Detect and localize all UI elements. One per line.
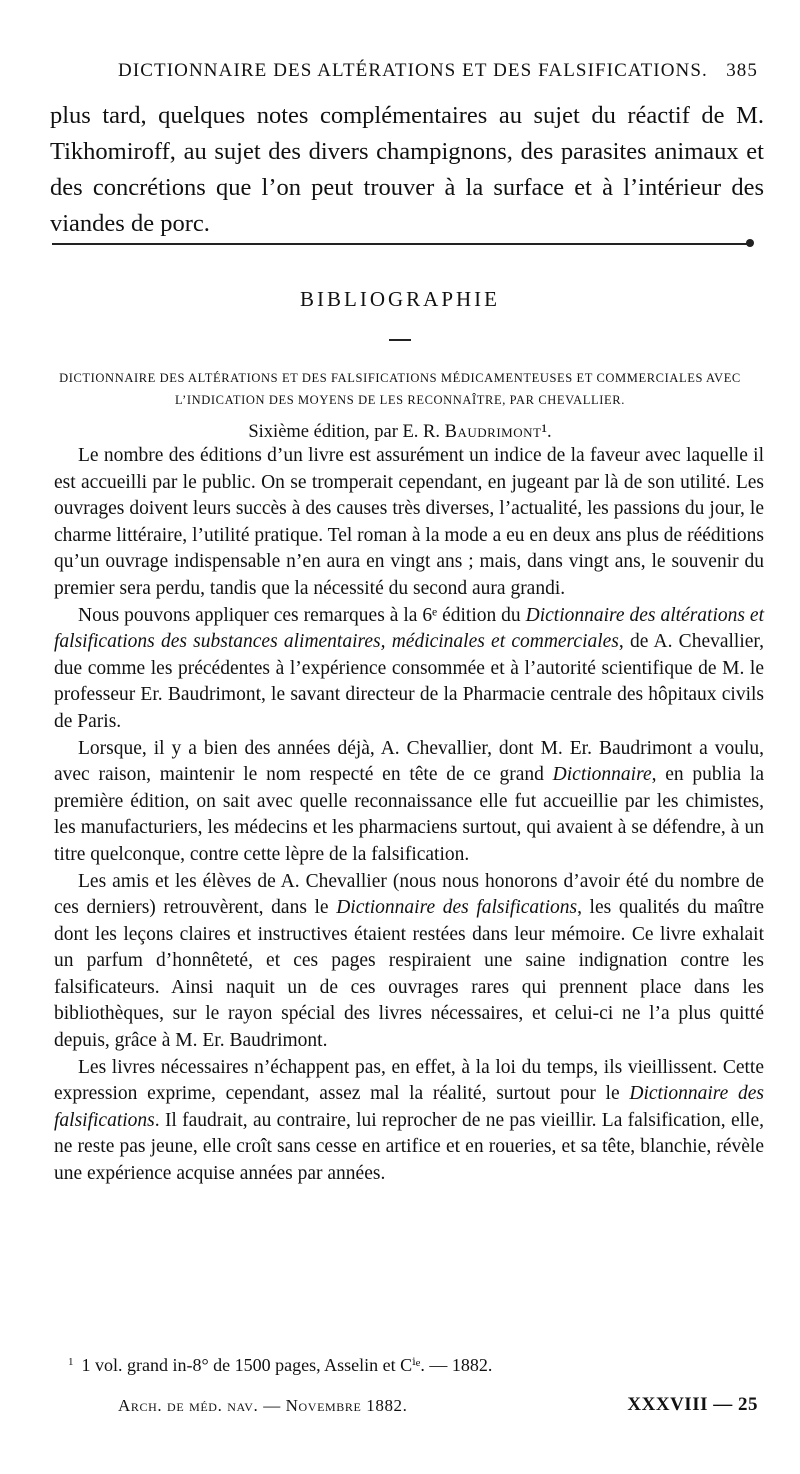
section-title: BIBLIOGRAPHIE bbox=[300, 287, 500, 311]
edition-prefix: Sixième édition, par E. R. bbox=[248, 422, 441, 442]
running-head bbox=[118, 60, 758, 82]
paragraph-2-part-b: , de A. Chevallier, due comme les précédentes à l’expérience consommée et à l’autorité scientifique de M. le professeur Er. Baudrimont, le savant directeur de la Pharmacie centrale des hôpitaux civils de Paris. bbox=[54, 631, 764, 732]
paragraph-5-book-title: Dictionnaire des falsifications bbox=[54, 1083, 765, 1131]
paragraph-2-book-title: Dictionnaire des altérations et falsifications des substances alimentaires, médicinales et commerciales bbox=[54, 604, 764, 653]
intro-paragraph: plus tard, quelques notes complémentaires au sujet du réactif de M. Tikhomiroff, au sujet des divers champignons, des parasites animaux et des concrétions que l’on peut trouver à la surface et à l’intérieur des viandes de porc. bbox=[50, 102, 764, 237]
title-dash bbox=[389, 339, 411, 341]
page-number: 385 bbox=[726, 60, 758, 81]
paragraph-1: Le nombre des éditions d’un livre est assurément un indice de la faveur avec laquelle il est accueilli par le public. On se tromperait cependant, en jugeant par là de son utilité. Les ouvrages doivent leurs succès à des causes très diverses, l’actualité, les passions du jour, le charme littéraire, l’utilité pratique. Tel roman à la mode a eu en deux ans plus de rééditions qu’un ouvrage indispensable n’en aura en vingt ans ; mais, dans vingt ans, le souvenir du premier sera perdu, tandis que la nécessité du second aura grandi. bbox=[54, 445, 764, 599]
paragraph-2 bbox=[54, 603, 764, 736]
paragraph-4-book-title: Dictionnaire des falsifications bbox=[336, 897, 578, 919]
running-title: DICTIONNAIRE DES ALTÉRATIONS ET DES FALSIFICATIONS. bbox=[118, 60, 708, 81]
paragraph-3 bbox=[54, 736, 764, 869]
signature-mark: XXXVIII — 25 bbox=[627, 1394, 758, 1415]
divider-end-dot bbox=[746, 239, 754, 247]
edition-author: Baudrimont bbox=[444, 422, 542, 442]
paragraph-5 bbox=[54, 1055, 764, 1188]
edition-note-marker: ¹. bbox=[541, 422, 552, 442]
paragraph-4-part-b: , les qualités du maître dont les leçons claires et instructives étaient restées dans leur mémoire. Ce livre exhalait un parfum d’honnêteté, et ces pages respiraient une saine indignation contre les falsificateurs. Ainsi naquit un de ces ouvrages rares qui prennent place dans les bibliothèques, sur le rayon spécial des livres nécessaires, et celui-ci ne l’a plus quitté depuis, grâce à M. Er. Baudrimont. bbox=[54, 897, 764, 1052]
book-title: DICTIONNAIRE DES ALTÉRATIONS ET DES FALSIFICATIONS MÉDICAMENTEUSES ET COMMERCIALES AVEC L’INDICATION DES MOYENS DE LES RECONNAÎTRE, PAR CHEVALLIER. bbox=[59, 371, 741, 407]
paragraph-3-book-title: Dictionnaire bbox=[552, 764, 652, 786]
page-footer bbox=[118, 1396, 758, 1416]
paragraph-3-part-a: Lorsque, il y a bien des années déjà, A. Chevallier, dont M. Er. Baudrimont a voulu, avec raison, maintenir le nom respecté en tête de ce grand bbox=[54, 737, 764, 786]
section-divider bbox=[52, 243, 752, 245]
journal-reference: Arch. de méd. nav. — Novembre 1882. bbox=[118, 1396, 408, 1415]
paragraph-5-part-b: . Il faudrait, au contraire, lui reprocher de ne pas vieillir. La falsification, elle, ne reste pas jeune, elle croît sans cesse en artifice et en roueries, et sa tête, blanchie, révèle une expérience acquise années par années. bbox=[54, 1109, 764, 1185]
footnote bbox=[68, 1355, 748, 1376]
edition-line bbox=[0, 422, 800, 443]
paragraph-4 bbox=[54, 869, 764, 1055]
paragraph-2-part-a: Nous pouvons appliquer ces remarques à la 6ᵉ édition du bbox=[78, 604, 526, 626]
footnote-text: 1 vol. grand in-8° de 1500 pages, Asselin et Cⁱᵉ. — 1882. bbox=[81, 1355, 493, 1375]
footnote-marker: 1 bbox=[68, 1356, 74, 1368]
paragraph-5-part-a: Les livres nécessaires n’échappent pas, en effet, à la loi du temps, ils vieillissent. Cette expression exprime, cependant, assez mal la réalité, surtout pour le bbox=[54, 1056, 764, 1105]
paragraph-3-part-b: , en publia la première édition, on sait avec quelle reconnaissance elle fut accueillie par les chimistes, les manufacturiers, les médecins et les pharmaciens surtout, qui avaient à se défendre, à un titre quelconque, contre cette lèpre de la falsification. bbox=[54, 764, 764, 865]
paragraph-4-part-a: Les amis et les élèves de A. Chevallier (nous nous honorons d’avoir été du nombre de ces derniers) retrouvèrent, dans le bbox=[54, 870, 764, 919]
review-body bbox=[54, 443, 764, 1188]
